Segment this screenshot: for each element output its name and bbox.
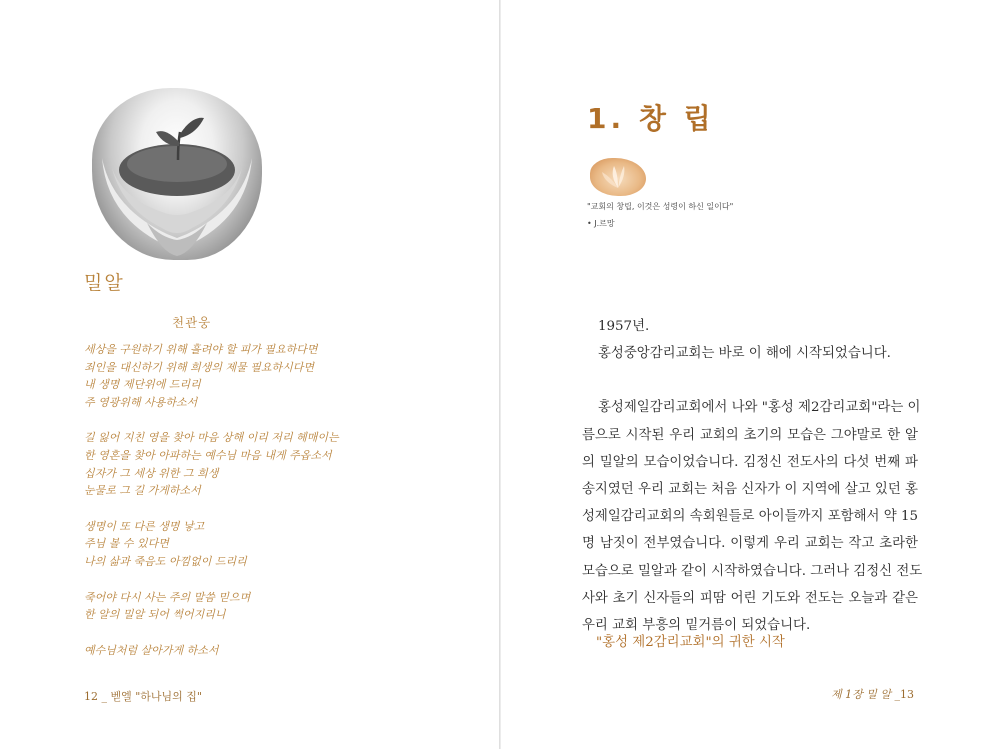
poem-stanza — [84, 642, 414, 660]
right-page — [501, 0, 1000, 749]
poem-stanza — [84, 341, 414, 411]
intro-line: 홍성중앙감리교회는 바로 이 해에 시작되었습니다. — [598, 346, 891, 362]
paragraph-line: 름으로 시작된 우리 교회의 초기의 모습은 그야말로 한 알 — [582, 427, 918, 443]
chapter-body — [582, 313, 923, 639]
left-page — [0, 0, 499, 749]
chapter-title: 1. 창 립 — [587, 102, 715, 135]
paragraph-line: 명 남짓이 전부였습니다. 이렇게 우리 교회는 작고 초라한 — [582, 536, 918, 552]
seedling-in-hands-photo — [92, 88, 262, 260]
paragraph-line: 사와 초기 신자들의 피땀 어린 기도와 전도는 오늘과 같은 — [582, 590, 918, 606]
paragraph-line: 성제일감리교회의 속회원들로 아이들까지 포함해서 약 15 — [582, 509, 918, 525]
epigraph-quote: "교회의 창립, 이것은 성령이 하신 일이다" — [587, 202, 734, 211]
paragraph-line: 홍성제일감리교회에서 나와 "홍성 제2감리교회"라는 이 — [598, 400, 921, 416]
poem-line: 주님 볼 수 있다면 — [84, 537, 169, 551]
year-line: 1957년. — [598, 319, 650, 334]
poem-line: 나의 삶과 죽음도 아낌없이 드리리 — [84, 554, 247, 568]
paragraph-line: 우리 교회 부흥의 밑거름이 되었습니다. — [582, 618, 811, 634]
poem-line: 내 생명 제단위에 드리리 — [84, 378, 201, 392]
paragraph-line: 모습으로 밀알과 같이 시작하였습니다. 그러나 김정신 전도 — [582, 563, 923, 579]
poem-line: 주 영광위해 사용하소서 — [84, 395, 198, 409]
poem-stanza — [84, 429, 414, 499]
poem-title: 밀알 — [84, 272, 125, 294]
poem-line: 한 영혼을 찾아 아파하는 예수님 마음 내게 주옵소서 — [84, 448, 332, 462]
page-number: 13 — [900, 688, 914, 701]
section-heading: "홍성 제2감리교회"의 귀한 시작 — [596, 635, 785, 650]
poem-stanza — [84, 589, 414, 624]
running-head: 제 1장 밀 알 _ — [831, 688, 900, 701]
flower-emblem-icon — [590, 158, 646, 196]
poem-line: 세상을 구원하기 위해 흘려야 할 피가 필요하다면 — [84, 343, 318, 356]
poem-line: 생명이 또 다른 생명 낳고 — [84, 519, 205, 533]
right-page-folio — [831, 686, 914, 702]
poem-line: 죽어야 다시 사는 주의 말씀 믿으며 — [84, 590, 251, 604]
seedling-illustration — [92, 88, 262, 260]
paragraph-line: 송지였던 우리 교회는 처음 신자가 이 지역에 살고 있던 홍 — [582, 482, 918, 498]
left-page-folio: 12 _ 벧엘 "하나님의 집" — [84, 690, 202, 703]
poem-body — [84, 341, 414, 677]
poem-line: 길 잃어 지친 영을 찾아 마음 상해 이리 저리 헤매이는 — [84, 431, 339, 445]
poem-line: 눈물로 그 길 가게하소서 — [84, 484, 201, 498]
poem-line: 예수님처럼 살아가게 하소서 — [84, 643, 219, 657]
poem-author: 천관웅 — [172, 315, 212, 330]
poem-stanza — [84, 518, 414, 571]
epigraph-source: • J.르망 — [587, 219, 615, 228]
paragraph-line: 의 밀알의 모습이었습니다. 김정신 전도사의 다섯 번째 파 — [582, 454, 918, 470]
paragraph-gap — [582, 367, 918, 394]
poem-line: 죄인을 대신하기 위해 희생의 제물 필요하시다면 — [84, 360, 315, 374]
poem-line: 한 알의 밀알 되어 썩어지리니 — [84, 608, 226, 622]
poem-line: 십자가 그 세상 위한 그 희생 — [84, 466, 219, 480]
